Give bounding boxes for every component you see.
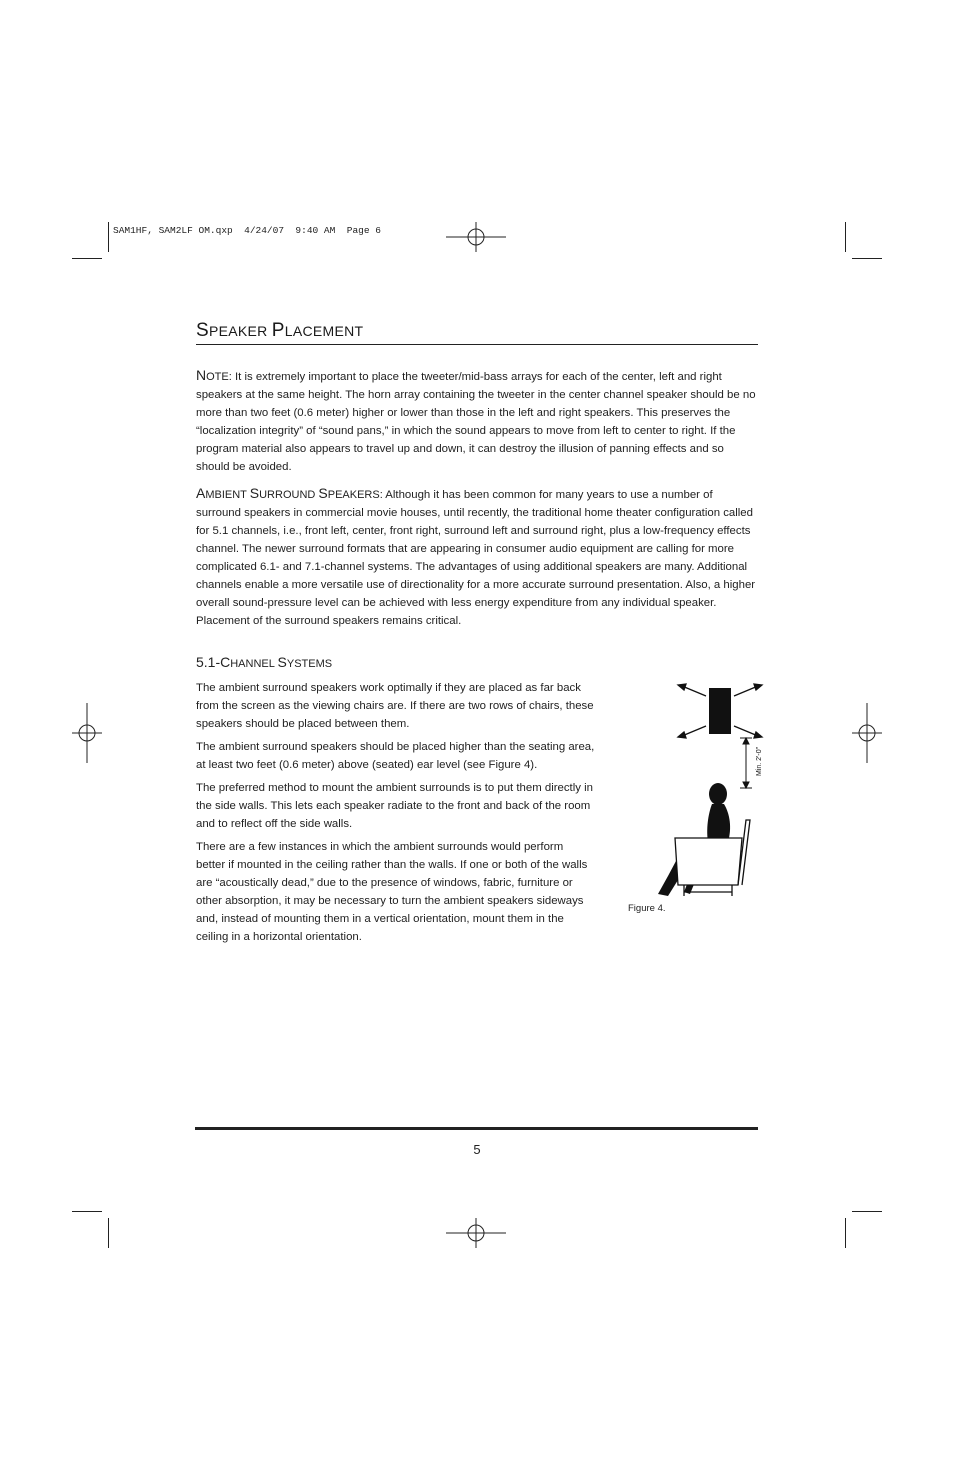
footer-rule — [195, 1127, 758, 1130]
body-paragraph: The ambient surround speakers should be placed higher than the seating area, at least two feet (0.6 meter) above (seated) ear level (see Figure 4). — [196, 741, 595, 771]
ambient-lead: AMBIENT SURROUND SPEAKERS: — [196, 485, 383, 501]
print-slug: SAM1HF, SAM2LF OM.qxp 4/24/07 9:40 AM Page 6 — [113, 225, 381, 236]
registration-mark-icon — [446, 222, 506, 252]
ambient-surround-paragraph: AMBIENT SURROUND SPEAKERS: Although it has been common for many years to use a number of surround speakers in commercial movie houses, until recently, the traditional home theater configuration called for 5.1 channels, i.e., front left, center, front right, surround left and surround right, plus a low-frequency effects channel. The newer surround formats that are appearing in consumer audio equipment are calling for more complicated 6.1- and 7.1-channel systems. The advantages of using additional speakers are many. Additional channels enable a more versatile use of directionality for a more accurate surround presentation. Also, a higher overall sound-pressure level can be achieved with less energy expenditure from any individual speaker. Placement of the surround speakers remains critical. — [196, 485, 756, 627]
crop-mark — [72, 258, 102, 259]
crop-mark — [108, 222, 109, 252]
registration-mark-icon — [446, 1218, 506, 1248]
crop-mark — [852, 1211, 882, 1212]
note-lead: NOTE: — [196, 367, 232, 383]
note-paragraph: NOTE: It is extremely important to place the tweeter/mid-bass arrays for each of the center, left and right speakers at the same height. The horn array containing the tweeter in the center channel speaker should be no more than two feet (0.6 meter) higher or lower than those in the left and right speakers. This preserves the “localization integrity” of “sound pans,” in which the sound appears to move from left to center to right. If the program material also appears to travel up and down, it can destroy the illusion of panning effects and so should be avoided. — [196, 367, 756, 473]
dimension-label: Min. 2'-0" — [756, 746, 763, 776]
page-number: 5 — [473, 1142, 481, 1157]
crop-mark — [845, 222, 846, 252]
figure-caption: Figure 4. — [628, 903, 666, 914]
body-column — [196, 679, 601, 951]
crop-mark — [108, 1218, 109, 1248]
page-title: SPEAKER PLACEMENT — [196, 320, 364, 341]
registration-mark-icon — [852, 703, 882, 763]
crop-mark — [72, 1211, 102, 1212]
registration-mark-icon — [72, 703, 102, 763]
section-subhead: 5.1-CHANNEL SYSTEMS — [196, 654, 333, 670]
body-paragraph: The preferred method to mount the ambient surrounds is to put them directly in the side walls. This lets each speaker radiate to the front and back of the room and to reflect off the side walls. — [196, 782, 593, 830]
figure-4-illustration — [628, 680, 768, 905]
speaker-box — [709, 688, 731, 734]
dimension-line — [740, 738, 752, 788]
crop-mark — [852, 258, 882, 259]
title-divider — [196, 344, 758, 345]
crop-mark — [845, 1218, 846, 1248]
body-paragraph: The ambient surround speakers work optimally if they are placed as far back from the screen as the viewing chairs are. If there are two rows of chairs, these speakers should be placed between them. — [196, 682, 594, 730]
body-paragraph: There are a few instances in which the ambient surrounds would perform better if mounted in the ceiling rather than the walls. If one or both of the walls are “acoustically dead,” due to the presence of windows, fabric, furniture or other absorption, it may be necessary to turn the ambient speakers sideways and, instead of mounting them in a vertical orientation, mount them in the ceiling in a horizontal orientation. — [196, 841, 588, 943]
